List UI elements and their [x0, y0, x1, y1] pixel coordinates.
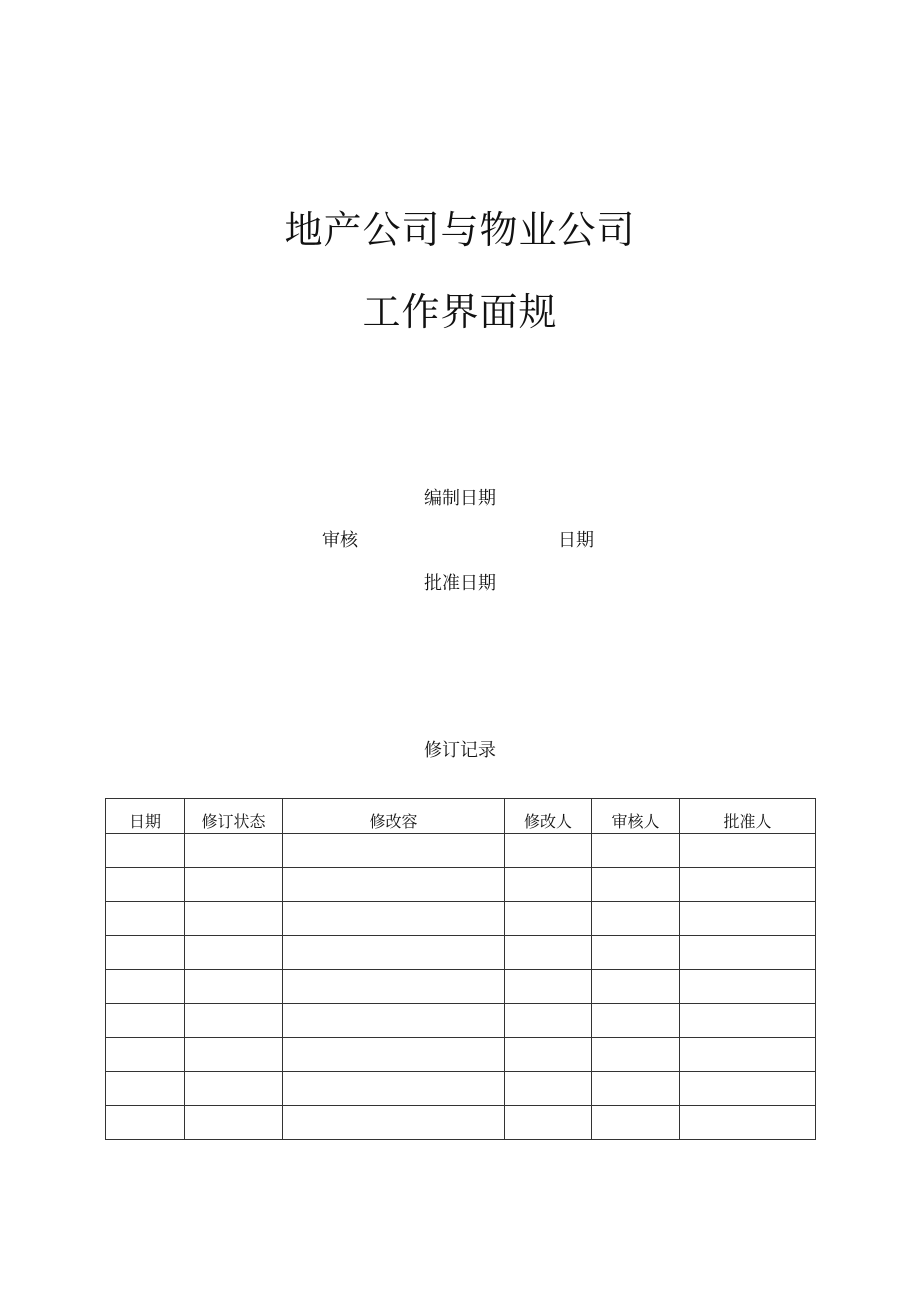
table-cell	[505, 834, 592, 868]
table-row	[106, 868, 816, 902]
table-row	[106, 834, 816, 868]
table-cell	[592, 936, 680, 970]
table-cell	[106, 1106, 185, 1140]
table-cell	[283, 936, 505, 970]
header-date: 日期	[106, 799, 185, 834]
table-cell	[106, 902, 185, 936]
table-cell	[680, 1038, 816, 1072]
approve-date-label: 批准日期	[424, 573, 496, 594]
document-title-line-2: 工作界面规	[362, 290, 558, 334]
compile-date-label: 编制日期	[424, 488, 496, 509]
table-cell	[283, 1072, 505, 1106]
table-cell	[283, 834, 505, 868]
table-cell	[283, 970, 505, 1004]
table-row	[106, 1106, 816, 1140]
table-row	[106, 970, 816, 1004]
table-row	[106, 1072, 816, 1106]
table-cell	[185, 902, 283, 936]
revision-table-body	[106, 834, 816, 1140]
table-cell	[505, 868, 592, 902]
table-row	[106, 1004, 816, 1038]
table-cell	[592, 1106, 680, 1140]
table-cell	[592, 970, 680, 1004]
table-cell	[185, 868, 283, 902]
table-cell	[680, 1106, 816, 1140]
table-cell	[283, 1004, 505, 1038]
table-cell	[680, 834, 816, 868]
table-cell	[680, 970, 816, 1004]
table-cell	[283, 902, 505, 936]
table-cell	[106, 868, 185, 902]
header-approver: 批准人	[680, 799, 816, 834]
table-cell	[592, 1004, 680, 1038]
table-cell	[106, 834, 185, 868]
header-revision-status: 修订状态	[185, 799, 283, 834]
header-modification-content: 修改容	[283, 799, 505, 834]
table-cell	[592, 1072, 680, 1106]
table-cell	[592, 868, 680, 902]
table-cell	[106, 1004, 185, 1038]
table-cell	[592, 834, 680, 868]
table-cell	[505, 1038, 592, 1072]
table-cell	[505, 1106, 592, 1140]
table-cell	[106, 936, 185, 970]
table-cell	[106, 1038, 185, 1072]
table-row	[106, 902, 816, 936]
table-cell	[680, 902, 816, 936]
table-cell	[283, 1038, 505, 1072]
review-label: 审核	[322, 530, 358, 551]
table-cell	[680, 936, 816, 970]
document-title-line-1: 地产公司与物业公司	[284, 208, 636, 252]
table-cell	[592, 1038, 680, 1072]
table-row	[106, 1038, 816, 1072]
header-modifier: 修改人	[505, 799, 592, 834]
table-cell	[283, 868, 505, 902]
review-date-label: 日期	[558, 530, 594, 551]
table-cell	[185, 834, 283, 868]
table-cell	[505, 970, 592, 1004]
table-row	[106, 936, 816, 970]
table-cell	[592, 902, 680, 936]
table-cell	[680, 1072, 816, 1106]
header-reviewer: 审核人	[592, 799, 680, 834]
table-cell	[185, 1106, 283, 1140]
table-cell	[505, 936, 592, 970]
table-cell	[185, 936, 283, 970]
table-cell	[185, 1072, 283, 1106]
table-cell	[185, 1004, 283, 1038]
table-cell	[185, 970, 283, 1004]
table-cell	[505, 1004, 592, 1038]
table-cell	[283, 1106, 505, 1140]
table-cell	[680, 1004, 816, 1038]
table-cell	[680, 868, 816, 902]
table-cell	[505, 902, 592, 936]
revision-record-heading: 修订记录	[424, 740, 496, 761]
table-cell	[106, 1072, 185, 1106]
table-cell	[505, 1072, 592, 1106]
revision-record-table	[105, 798, 816, 1140]
table-cell	[106, 970, 185, 1004]
table-header-row	[106, 799, 816, 834]
table-cell	[185, 1038, 283, 1072]
